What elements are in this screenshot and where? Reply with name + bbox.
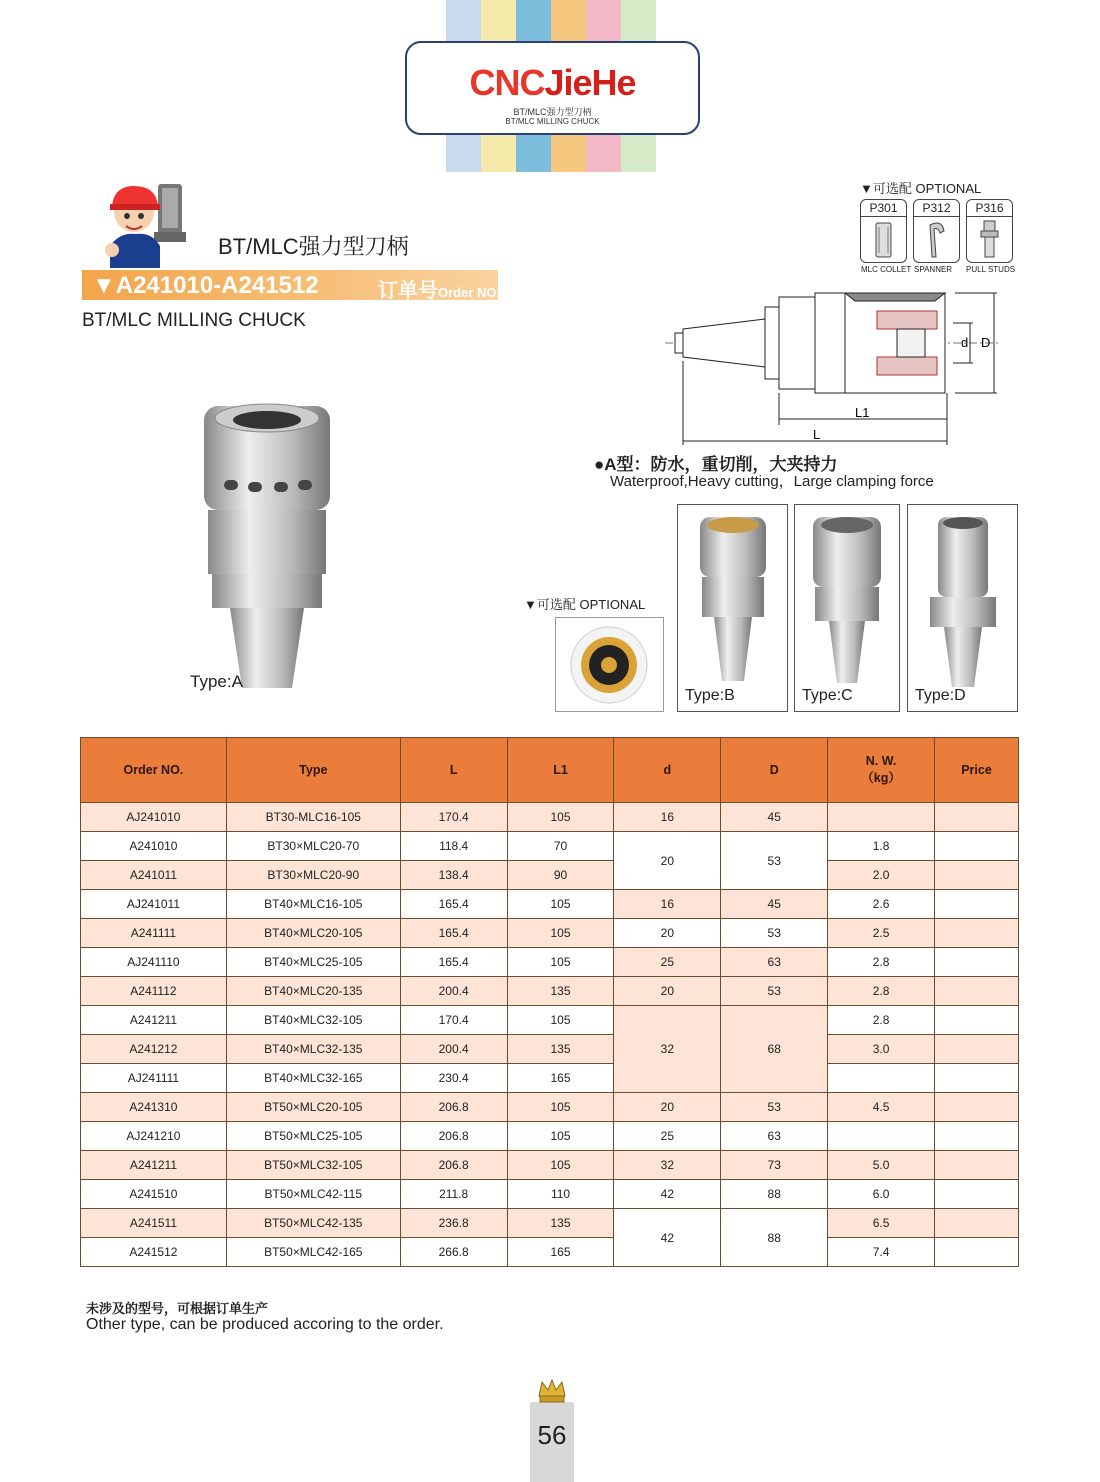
table-row [81, 948, 1019, 977]
cell-L1: 135 [507, 1035, 614, 1064]
cell-nw: 7.4 [828, 1238, 935, 1267]
brand-cnc: CNC [469, 62, 545, 103]
type-d-chuck-icon [908, 511, 1017, 691]
table-row [81, 1093, 1019, 1122]
cell-type: BT50×MLC42-165 [226, 1238, 400, 1267]
accessory-pull-stud [966, 199, 1013, 263]
cell-order: AJ241111 [81, 1064, 227, 1093]
cell-type: BT50×MLC42-135 [226, 1209, 400, 1238]
table-row [81, 832, 1019, 861]
cell-price [935, 803, 1019, 832]
brand-logo [405, 41, 700, 135]
header-order-no: Order NO. [81, 738, 227, 803]
cell-L: 170.4 [400, 1006, 507, 1035]
cell-type: BT40×MLC32-105 [226, 1006, 400, 1035]
cell-price [935, 1238, 1019, 1267]
table-row [81, 1006, 1019, 1035]
cell-order: A241211 [81, 1151, 227, 1180]
type-b-label: Type:B [685, 687, 735, 704]
header-d: d [614, 738, 721, 803]
type-b-image [677, 504, 788, 712]
cell-price [935, 977, 1019, 1006]
cell-L1: 135 [507, 1209, 614, 1238]
cell-order: A241511 [81, 1209, 227, 1238]
cell-type: BT40×MLC16-105 [226, 890, 400, 919]
accessory-spanner [913, 199, 960, 263]
cell-price [935, 1006, 1019, 1035]
header-nw-label: N. W. [865, 754, 897, 768]
cell-nw: 2.6 [828, 890, 935, 919]
cell-nw: 4.5 [828, 1093, 935, 1122]
cell-D: 53 [721, 1093, 828, 1122]
cell-order: AJ241110 [81, 948, 227, 977]
cell-order: A241111 [81, 919, 227, 948]
crown-icon [536, 1376, 568, 1406]
spec-table [80, 737, 1019, 1267]
type-a-product-image [198, 398, 338, 698]
cell-price [935, 861, 1019, 890]
cell-D: 53 [721, 919, 828, 948]
cell-D: 63 [721, 1122, 828, 1151]
logo-subtitle-cn: BT/MLC强力型刀柄 [513, 107, 592, 117]
cell-price [935, 1180, 1019, 1209]
cell-order: AJ241011 [81, 890, 227, 919]
accessory-code: P312 [914, 200, 959, 217]
cell-d: 32 [614, 1151, 721, 1180]
cell-D: 73 [721, 1151, 828, 1180]
order-label-cn: 订单号 [378, 280, 438, 302]
cell-L1: 165 [507, 1238, 614, 1267]
cell-D: 88 [721, 1180, 828, 1209]
cell-type: BT30-MLC16-105 [226, 803, 400, 832]
cell-order: AJ241010 [81, 803, 227, 832]
cell-L1: 105 [507, 1122, 614, 1151]
cell-L1: 105 [507, 948, 614, 977]
cell-nw: 6.5 [828, 1209, 935, 1238]
cell-L: 138.4 [400, 861, 507, 890]
cell-D: 53 [721, 977, 828, 1006]
cell-type: BT50×MLC20-105 [226, 1093, 400, 1122]
cell-order: A241512 [81, 1238, 227, 1267]
cell-nw: 2.5 [828, 919, 935, 948]
cell-price [935, 890, 1019, 919]
table-row [81, 1035, 1019, 1064]
cell-type: BT40×MLC20-105 [226, 919, 400, 948]
technical-drawing [665, 285, 1005, 447]
cell-nw: 2.8 [828, 977, 935, 1006]
cell-d: 16 [614, 890, 721, 919]
cell-order: A241212 [81, 1035, 227, 1064]
cell-type: BT40×MLC32-135 [226, 1035, 400, 1064]
dim-L-label: L [813, 427, 821, 442]
type-c-label: Type:C [802, 687, 853, 704]
spanner-icon [914, 217, 959, 263]
feature-line-cn: ●A型：防水，重切削，大夹持力 [594, 455, 838, 474]
cell-L: 118.4 [400, 832, 507, 861]
cell-type: BT40×MLC32-165 [226, 1064, 400, 1093]
cell-L1: 105 [507, 1093, 614, 1122]
collet-top-icon [556, 618, 663, 711]
cell-L: 206.8 [400, 1093, 507, 1122]
brand-jiehe: JieHe [544, 62, 636, 103]
dim-L1-label: L1 [855, 405, 870, 420]
table-row [81, 1064, 1019, 1093]
logo-subtitle-en: BT/MLC MILLING CHUCK [505, 117, 600, 126]
cell-L: 170.4 [400, 803, 507, 832]
cell-nw [828, 1122, 935, 1151]
cell-nw: 2.8 [828, 1006, 935, 1035]
type-c-chuck-icon [795, 511, 899, 691]
type-b-chuck-icon [678, 511, 787, 691]
cell-type: BT50×MLC32-105 [226, 1151, 400, 1180]
optional-label-top: ▼可选配 OPTIONAL [860, 181, 982, 196]
type-d-label: Type:D [915, 687, 966, 704]
table-row [81, 1151, 1019, 1180]
cell-nw [828, 803, 935, 832]
cell-D: 53 [721, 832, 828, 890]
type-a-label: Type:A [190, 672, 243, 691]
cell-d: 20 [614, 832, 721, 890]
type-c-image [794, 504, 900, 712]
cell-d: 42 [614, 1209, 721, 1267]
cell-type: BT50×MLC25-105 [226, 1122, 400, 1151]
pull-stud-icon [967, 217, 1012, 263]
header-L1: L1 [507, 738, 614, 803]
cell-price [935, 832, 1019, 861]
cell-price [935, 1209, 1019, 1238]
cell-L: 206.8 [400, 1151, 507, 1180]
cell-type: BT40×MLC20-135 [226, 977, 400, 1006]
feature-line-en: Waterproof,Heavy cutting，Large clamping force [610, 473, 934, 490]
cell-nw: 2.0 [828, 861, 935, 890]
table-row [81, 977, 1019, 1006]
cell-L: 236.8 [400, 1209, 507, 1238]
cell-price [935, 1093, 1019, 1122]
cell-type: BT30×MLC20-70 [226, 832, 400, 861]
page-title-cn: BT/MLC强力型刀柄 [218, 234, 409, 259]
cell-L: 266.8 [400, 1238, 507, 1267]
page-subtitle-en: BT/MLC MILLING CHUCK [82, 310, 306, 331]
cell-type: BT30×MLC20-90 [226, 861, 400, 890]
cell-L: 165.4 [400, 890, 507, 919]
cell-order: A241010 [81, 832, 227, 861]
cell-price [935, 1064, 1019, 1093]
cell-L: 200.4 [400, 1035, 507, 1064]
cell-L1: 110 [507, 1180, 614, 1209]
cell-d: 16 [614, 803, 721, 832]
note-en: Other type, can be produced accoring to the order. [86, 1316, 444, 1333]
order-label-en: Order NO. [438, 285, 501, 300]
cell-L1: 165 [507, 1064, 614, 1093]
cell-L1: 105 [507, 1006, 614, 1035]
page-number: 56 [537, 1420, 567, 1450]
cell-L1: 90 [507, 861, 614, 890]
cell-price [935, 1035, 1019, 1064]
accessory-code: P316 [967, 200, 1012, 217]
accessory-name: MLC COLLET [861, 265, 912, 274]
table-row [81, 1180, 1019, 1209]
cell-nw [828, 1064, 935, 1093]
cell-order: A241112 [81, 977, 227, 1006]
note-cn: 未涉及的型号，可根据订单生产 [86, 1301, 269, 1316]
accessory-code: P301 [861, 200, 906, 217]
cell-order: A241310 [81, 1093, 227, 1122]
accessory-name: PULL STUDS [966, 265, 1016, 274]
header-type: Type [226, 738, 400, 803]
cell-L: 230.4 [400, 1064, 507, 1093]
cell-L1: 105 [507, 919, 614, 948]
cell-price [935, 1122, 1019, 1151]
cell-L1: 105 [507, 803, 614, 832]
cell-L1: 135 [507, 977, 614, 1006]
cell-L: 211.8 [400, 1180, 507, 1209]
cell-L: 165.4 [400, 948, 507, 977]
cell-L1: 70 [507, 832, 614, 861]
cell-price [935, 1151, 1019, 1180]
cell-type: BT50×MLC42-115 [226, 1180, 400, 1209]
collet-icon [861, 217, 906, 263]
header-price: Price [935, 738, 1019, 803]
cell-D: 88 [721, 1209, 828, 1267]
order-number-label [378, 274, 500, 303]
cell-L1: 105 [507, 890, 614, 919]
cell-D: 68 [721, 1006, 828, 1093]
table-row [81, 1209, 1019, 1238]
cell-nw: 5.0 [828, 1151, 935, 1180]
cell-type: BT40×MLC25-105 [226, 948, 400, 977]
cell-d: 25 [614, 1122, 721, 1151]
table-row [81, 1122, 1019, 1151]
dim-d-label: d [961, 335, 969, 350]
accessory-name: SPANNER [914, 265, 953, 274]
cell-d: 42 [614, 1180, 721, 1209]
cell-D: 45 [721, 890, 828, 919]
cell-nw: 3.0 [828, 1035, 935, 1064]
header-L: L [400, 738, 507, 803]
cell-L1: 105 [507, 1151, 614, 1180]
cell-D: 63 [721, 948, 828, 977]
cell-L: 206.8 [400, 1122, 507, 1151]
table-header-row [81, 738, 1019, 803]
cell-L: 165.4 [400, 919, 507, 948]
order-number-range: ▼A241010-A241512 [92, 272, 319, 299]
cell-D: 45 [721, 803, 828, 832]
cell-d: 20 [614, 977, 721, 1006]
table-row [81, 919, 1019, 948]
cell-d: 32 [614, 1006, 721, 1093]
table-row [81, 803, 1019, 832]
cell-d: 20 [614, 1093, 721, 1122]
cell-price [935, 919, 1019, 948]
cell-L: 200.4 [400, 977, 507, 1006]
dim-D-label: D [981, 335, 991, 350]
optional-label-mid: ▼可选配 OPTIONAL [524, 597, 646, 612]
mascot-icon [100, 176, 192, 268]
accessory-collet [860, 199, 907, 263]
cell-order: AJ241210 [81, 1122, 227, 1151]
optional-collet-image [555, 617, 664, 712]
header-nw-unit: （kg） [861, 771, 901, 785]
cell-nw: 2.8 [828, 948, 935, 977]
type-d-image [907, 504, 1018, 712]
table-row [81, 861, 1019, 890]
cell-order: A241011 [81, 861, 227, 890]
header-nw [828, 738, 935, 803]
cell-nw: 1.8 [828, 832, 935, 861]
table-row [81, 890, 1019, 919]
cell-price [935, 948, 1019, 977]
cell-d: 20 [614, 919, 721, 948]
cell-order: A241510 [81, 1180, 227, 1209]
cell-order: A241211 [81, 1006, 227, 1035]
table-row [81, 1238, 1019, 1267]
cell-d: 25 [614, 948, 721, 977]
cell-nw: 6.0 [828, 1180, 935, 1209]
header-D: D [721, 738, 828, 803]
